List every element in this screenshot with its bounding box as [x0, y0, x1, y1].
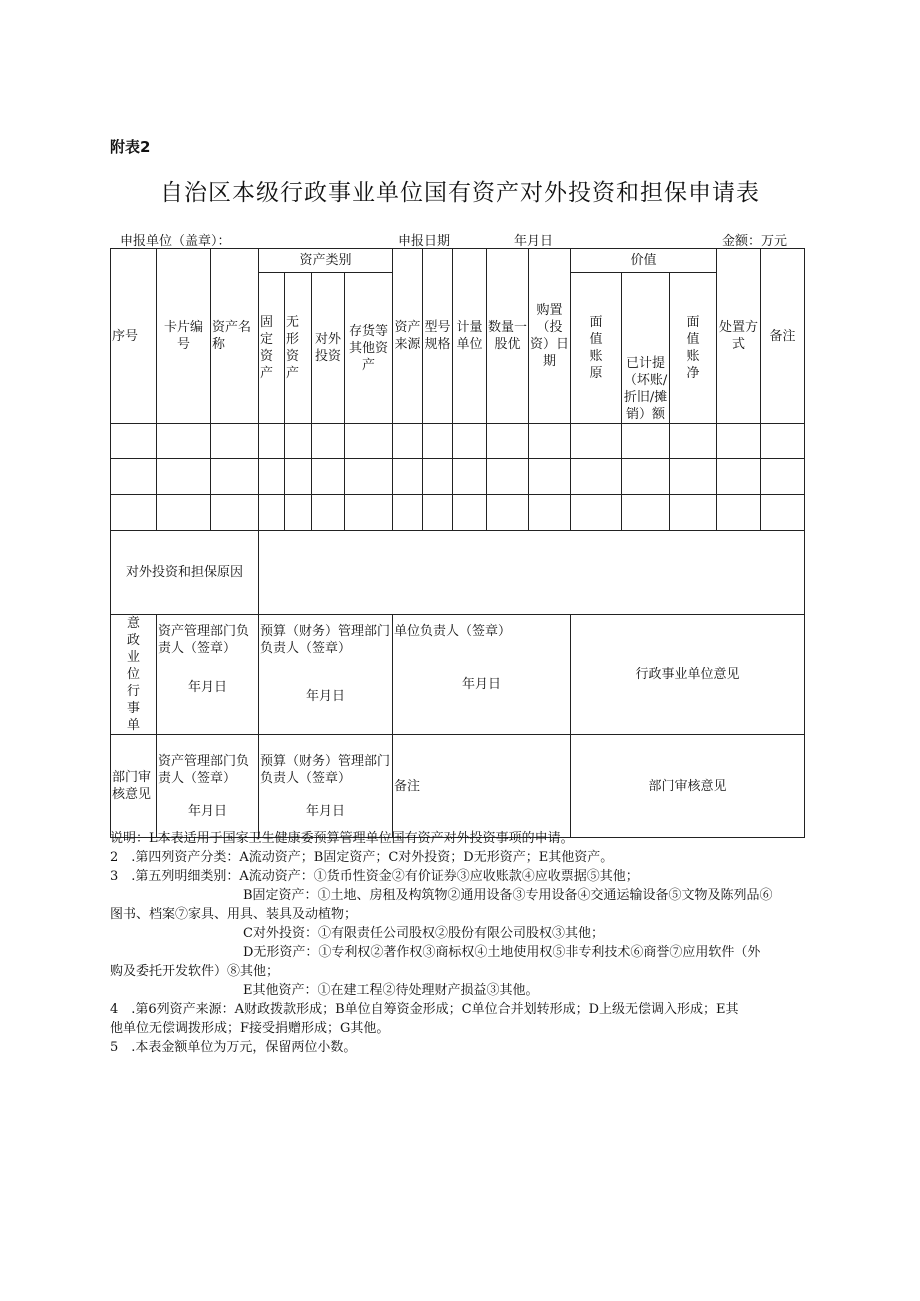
note-line: 4 .第6列资产来源：A财政拨款形成；B单位自筹资金形成；C单位合并划转形成；D上级无偿调入形成；E其: [110, 1002, 739, 1017]
header-cat-other: 存货等其他资产: [345, 273, 393, 424]
cell[interactable]: [529, 459, 571, 495]
header-model: 型号规格: [423, 249, 453, 424]
cell[interactable]: [717, 424, 761, 459]
unit-asset-dept-sign[interactable]: [157, 615, 259, 735]
cell[interactable]: [453, 459, 487, 495]
unit-head-sign[interactable]: [393, 615, 571, 735]
header-quantity: 数量一股优: [487, 249, 529, 424]
note-line: B固定资产：①土地、房租及构筑物②通用设备③专用设备④交通运输设备⑤文物及陈列品⑥: [243, 888, 773, 903]
cell[interactable]: [487, 495, 529, 531]
sign-date: 年月日: [187, 680, 227, 695]
dept-review-label: 部门审核意见: [111, 735, 157, 838]
cell[interactable]: [571, 424, 622, 459]
cell[interactable]: [487, 459, 529, 495]
unit-opinion[interactable]: 行政事业单位意见: [571, 615, 805, 735]
sign-label: 资产管理部门负责人（签章）: [158, 753, 250, 786]
header-value: 价值: [571, 249, 717, 273]
cell[interactable]: [259, 424, 285, 459]
header-cat-invest: 对外投资: [312, 273, 345, 424]
cell[interactable]: [761, 424, 805, 459]
page-title: 自治区本级行政事业单位国有资产对外投资和担保申请表: [160, 180, 760, 206]
header-disposal: 处置方式: [717, 249, 761, 424]
reason-field[interactable]: [259, 531, 805, 615]
cell[interactable]: [717, 459, 761, 495]
header-asset-name: 资产名称: [211, 249, 259, 424]
cell[interactable]: [423, 459, 453, 495]
cell[interactable]: [259, 495, 285, 531]
cell[interactable]: [345, 459, 393, 495]
header-remarks: 备注: [761, 249, 805, 424]
header-card-no: 卡片编号: [157, 249, 211, 424]
cell[interactable]: [670, 459, 717, 495]
cell[interactable]: [111, 424, 157, 459]
cell[interactable]: [285, 495, 312, 531]
cell[interactable]: [285, 459, 312, 495]
cell[interactable]: [345, 424, 393, 459]
cell[interactable]: [423, 495, 453, 531]
cell[interactable]: [211, 459, 259, 495]
header-book-original: 面值账原: [571, 273, 622, 424]
header-unit: 计量单位: [453, 249, 487, 424]
cell[interactable]: [393, 424, 423, 459]
note-line: 他单位无偿调拨形成；F接受捐赠形成；G其他。: [110, 1021, 390, 1036]
appendix-label: 附表2: [110, 138, 151, 156]
cell[interactable]: [211, 495, 259, 531]
sign-label: 预算（财务）管理部门负责人（签章）: [260, 753, 391, 786]
sign-label: 资产管理部门负责人（签章）: [158, 624, 250, 656]
sign-label: 单位负责人（签章）: [394, 624, 512, 639]
cell[interactable]: [717, 495, 761, 531]
header-cat-intangible: 无形资产: [285, 273, 312, 424]
table-row: [111, 495, 805, 531]
table-row: [111, 459, 805, 495]
header-seq: 序号: [111, 249, 157, 424]
cell[interactable]: [111, 495, 157, 531]
applicant-unit-label: 申报单位（盖章）：: [120, 234, 231, 249]
date-value: 年月日: [514, 234, 554, 249]
cell[interactable]: [259, 459, 285, 495]
cell[interactable]: [111, 459, 157, 495]
table-row: [111, 424, 805, 459]
header-book-net: 面值账净: [670, 273, 717, 424]
cell[interactable]: [157, 495, 211, 531]
note-line: 图书、档案⑦家具、用具、装具及动植物；: [110, 907, 358, 922]
sign-date: 年月日: [306, 689, 346, 704]
dept-budget-dept-sign[interactable]: [259, 735, 393, 838]
cell[interactable]: [529, 424, 571, 459]
cell[interactable]: [453, 495, 487, 531]
cell[interactable]: [453, 424, 487, 459]
cell[interactable]: [622, 495, 670, 531]
cell[interactable]: [312, 495, 345, 531]
cell[interactable]: [761, 495, 805, 531]
sign-date: 年月日: [462, 677, 502, 692]
reason-label: 对外投资和担保原因: [111, 531, 259, 615]
cell[interactable]: [312, 459, 345, 495]
note-line: 购及委托开发软件）⑧其他；: [110, 964, 280, 979]
cell[interactable]: [571, 495, 622, 531]
header-purchase-date: 购置（投资）日期: [529, 249, 571, 424]
header-asset-category: 资产类别: [259, 249, 393, 273]
date-label: 申报日期: [398, 234, 451, 249]
cell[interactable]: [285, 424, 312, 459]
cell[interactable]: [487, 424, 529, 459]
cell[interactable]: [157, 459, 211, 495]
unit-budget-dept-sign[interactable]: [259, 615, 393, 735]
header-source: 资产来源: [393, 249, 423, 424]
cell[interactable]: [761, 459, 805, 495]
cell[interactable]: [622, 459, 670, 495]
cell[interactable]: [393, 495, 423, 531]
header-accrued: 已计提（坏账/折旧/摊销）额: [622, 273, 670, 424]
header-cat-fixed: 固定资产: [259, 273, 285, 424]
sign-date: 年月日: [187, 803, 227, 819]
note-line: 2 .第四列资产分类：A流动资产；B固定资产；C对外投资；D无形资产；E其他资产。: [110, 850, 614, 865]
cell[interactable]: [622, 424, 670, 459]
cell[interactable]: [312, 424, 345, 459]
cell[interactable]: [529, 495, 571, 531]
note-line: C对外投资：①有限责任公司股权②股份有限公司股权③其他；: [243, 926, 604, 941]
cell[interactable]: [423, 424, 453, 459]
note-line: 5 .本表金额单位为万元，保留两位小数。: [110, 1040, 357, 1055]
amount-unit: 金额：万元: [722, 234, 788, 249]
cell[interactable]: [670, 424, 717, 459]
cell[interactable]: [571, 459, 622, 495]
application-table: [110, 248, 805, 838]
dept-remarks[interactable]: 备注: [393, 735, 571, 838]
cell[interactable]: [393, 459, 423, 495]
dept-asset-dept-sign[interactable]: [157, 735, 259, 838]
sign-date: 年月日: [306, 803, 346, 819]
cell[interactable]: [670, 495, 717, 531]
cell[interactable]: [157, 424, 211, 459]
note-line: 说明：L本表适用于国家卫生健康委预算管理单位国有资产对外投资事项的申请。: [110, 831, 574, 846]
notes: [110, 829, 810, 1057]
note-line: E其他资产：①在建工程②待处理财产损益③其他。: [243, 983, 539, 998]
dept-opinion[interactable]: 部门审核意见: [571, 735, 805, 838]
cell[interactable]: [211, 424, 259, 459]
unit-opinion-label: 意政业位行事单: [111, 615, 157, 735]
cell[interactable]: [345, 495, 393, 531]
sign-label: 预算（财务）管理部门负责人（签章）: [260, 624, 391, 656]
note-line: 3 .第五列明细类别：A流动资产：①货币性资金②有价证券③应收账款④应收票据⑤其他；: [110, 869, 639, 884]
note-line: D无形资产：①专利权②著作权③商标权④土地使用权⑤非专利技术⑥商誉⑦应用软件（外: [243, 945, 761, 960]
